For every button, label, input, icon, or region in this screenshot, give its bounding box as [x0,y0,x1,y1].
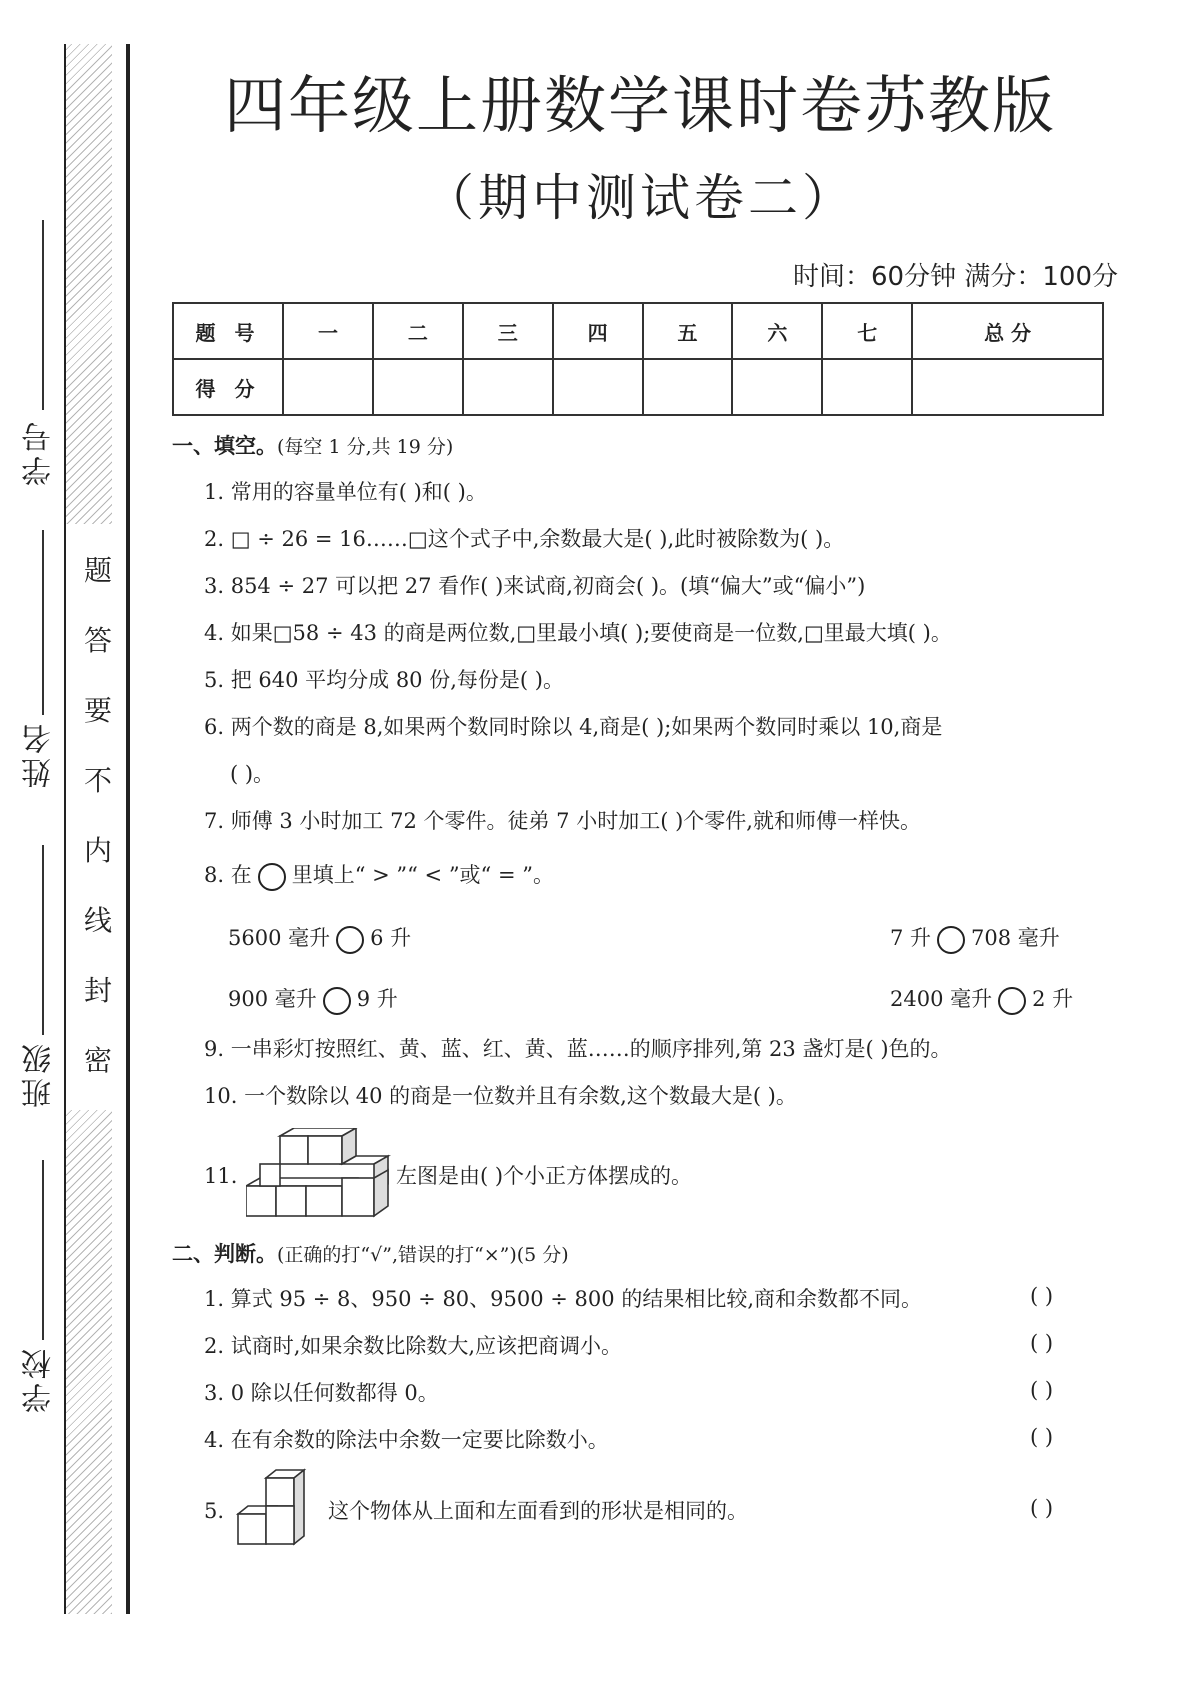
score-input-cell[interactable] [283,359,373,415]
score-cell: 三 [463,303,553,359]
cube-stack-figure [246,1128,394,1220]
compare-left: 2400 毫升 [890,987,993,1011]
score-input-cell[interactable] [373,359,463,415]
binding-line-left [64,44,66,1614]
section2-note: (正确的打“√”,错误的打“×”)(5 分) [277,1244,569,1266]
score-cell: 七 [822,303,912,359]
question-8 [204,860,554,891]
score-table-header-row [173,303,1103,359]
section2-heading [172,1238,569,1268]
score-cell: 一 [283,303,373,359]
score-cell: 六 [732,303,822,359]
section1-heading [172,430,453,460]
score-input-cell[interactable] [643,359,733,415]
q8-tail: 里填上“ > ”“ < ”或“ = ”。 [291,863,554,887]
compare-item [228,983,398,1015]
question: 10. 一个数除以 40 的商是一位数并且有余数,这个数最大是( )。 [204,1084,797,1108]
answer-paren[interactable]: ( ) [1030,1378,1054,1402]
question: 4. 如果□58 ÷ 43 的商是两位数,□里最小填( );要使商是一位数,□里最大填( )。 [204,621,952,645]
section1-title: 一、填空。 [172,434,277,458]
score-cell: 五 [643,303,733,359]
class-line[interactable] [42,845,44,1035]
judge-question: 4. 在有余数的除法中余数一定要比除数小。 [204,1428,609,1452]
judge-question: 1. 算式 95 ÷ 8、950 ÷ 80、9500 ÷ 800 的结果相比较,商和余数都不同。 [204,1287,922,1311]
exam-meta: 时间：60分钟 满分：100分 [793,262,1118,292]
name-line[interactable] [42,530,44,715]
compare-left: 5600 毫升 [228,926,331,950]
judge-question-5-text: 这个物体从上面和左面看到的形状是相同的。 [328,1499,748,1523]
question: 3. 854 ÷ 27 可以把 27 看作( )来试商,初商会( )。(填“偏大”或“偏小”) [204,574,866,598]
seal-char: 密 [83,1044,112,1077]
score-input-cell[interactable] [912,359,1103,415]
school-label: 学校 [22,1345,57,1413]
score-input-cell[interactable] [553,359,643,415]
seal-char: 题 [83,554,112,587]
compare-circle-input[interactable] [336,926,364,954]
score-cell: 总 分 [912,303,1103,359]
answer-paren[interactable]: ( ) [1030,1331,1054,1355]
question: 6. 两个数的商是 8,如果两个数同时除以 4,商是( );如果两个数同时乘以 10,商是 [204,715,943,739]
student-id-label: 学号 [22,418,57,486]
score-cell: 得 分 [173,359,283,415]
student-id-line[interactable] [42,220,44,410]
judge-question-5-number: 5. [204,1499,225,1523]
question: 1. 常用的容量单位有( )和( )。 [204,480,487,504]
score-cell: 四 [553,303,643,359]
score-cell: 题 号 [173,303,283,359]
score-cell: 二 [373,303,463,359]
compare-right: 2 升 [1032,987,1074,1011]
question-11-number: 11. [204,1164,238,1188]
compare-right: 708 毫升 [971,926,1060,950]
judge-question: 2. 试商时,如果余数比除数大,应该把商调小。 [204,1334,623,1358]
seal-char: 要 [83,694,112,727]
circle-blank-icon [258,863,286,891]
section1-note: (每空 1 分,共 19 分) [277,436,454,458]
score-input-cell[interactable] [822,359,912,415]
question: 7. 师傅 3 小时加工 72 个零件。徒弟 7 小时加工( )个零件,就和师傅一样快。 [204,809,921,833]
seal-char: 线 [83,904,112,937]
compare-left: 900 毫升 [228,987,317,1011]
class-label: 班级 [22,1040,57,1108]
compare-right: 6 升 [370,926,412,950]
binding-hatch-bottom [64,1110,112,1614]
seal-char: 封 [83,974,112,1007]
compare-item [890,983,1073,1015]
question: 9. 一串彩灯按照红、黄、蓝、红、黄、蓝……的顺序排列,第 23 盏灯是( )色的。 [204,1037,952,1061]
compare-circle-input[interactable] [937,926,965,954]
compare-item [228,922,411,954]
compare-item [890,922,1060,954]
seal-char: 内 [83,834,112,867]
score-table [172,302,1104,416]
question: 5. 把 640 平均分成 80 份,每份是( )。 [204,668,564,692]
seal-char: 不 [83,764,112,797]
score-table-score-row [173,359,1103,415]
compare-right: 9 升 [356,987,398,1011]
answer-paren[interactable]: ( ) [1030,1496,1054,1520]
name-label: 姓名 [22,720,57,788]
compare-left: 7 升 [890,926,932,950]
q8-lead: 8. 在 [204,863,252,887]
seal-char: 答 [83,624,112,657]
question: ( )。 [230,762,275,786]
page-subtitle: （期中测试卷二） [424,169,856,227]
score-input-cell[interactable] [732,359,822,415]
school-line[interactable] [42,1160,44,1340]
section2-title: 二、判断。 [172,1242,277,1266]
score-input-cell[interactable] [463,359,553,415]
binding-line-right [126,44,130,1614]
answer-paren[interactable]: ( ) [1030,1425,1054,1449]
judge-question: 3. 0 除以任何数都得 0。 [204,1381,439,1405]
page-title: 四年级上册数学课时卷苏教版 [223,69,1056,142]
question-11-text: 左图是由( )个小正方体摆成的。 [396,1164,693,1188]
compare-circle-input[interactable] [998,987,1026,1015]
question: 2. □ ÷ 26 = 16……□这个式子中,余数最大是( ),此时被除数为( )。 [204,527,845,551]
answer-paren[interactable]: ( ) [1030,1284,1054,1308]
cube-object-figure [236,1468,324,1548]
compare-circle-input[interactable] [323,987,351,1015]
